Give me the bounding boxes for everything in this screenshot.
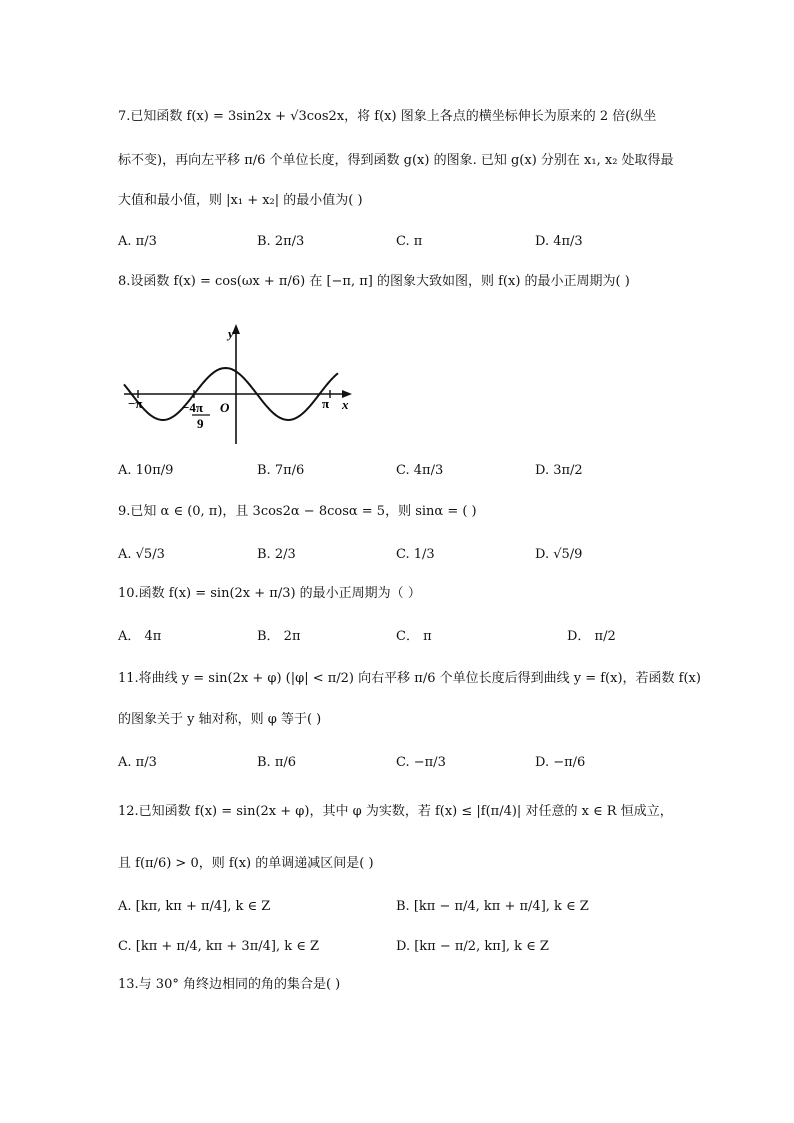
q12-line2: 且 f(π/6) > 0，则 f(x) 的单调递减区间是( ) bbox=[118, 856, 374, 871]
q8-option-d: D. 3π/2 bbox=[535, 463, 583, 478]
q10-option-b: B． 2π bbox=[257, 629, 301, 644]
q12-line1: 12.已知函数 f(x) = sin(2x + φ)，其中 φ 为实数，若 f(x) ≤ |f(π/4)| 对任意的 x ∈ R 恒成立， bbox=[118, 804, 673, 819]
q7-option-a: A. π/3 bbox=[118, 234, 157, 249]
q7-line1: 7.已知函数 f(x) = 3sin2x + √3cos2x，将 f(x) 图象上各点的横坐标伸长为原来的 2 倍(纵坐 bbox=[118, 109, 657, 124]
q11-line2: 的图象关于 y 轴对称，则 φ 等于( ) bbox=[118, 712, 322, 727]
q11-option-d: D. −π/6 bbox=[535, 755, 586, 770]
q8-option-c: C. 4π/3 bbox=[396, 463, 444, 478]
q7-option-c: C. π bbox=[396, 234, 423, 249]
q12-option-c: C. [kπ + π/4, kπ + 3π/4], k ∈ Z bbox=[118, 939, 320, 954]
y-axis-label: y bbox=[228, 326, 234, 341]
q11-option-a: A. π/3 bbox=[118, 755, 157, 770]
x-axis-label: x bbox=[342, 397, 349, 412]
q9-option-a: A. √5/3 bbox=[118, 547, 165, 562]
mark-label-numerator: −4π bbox=[182, 400, 204, 415]
pi-label: π bbox=[322, 396, 330, 411]
q8-option-b: B. 7π/6 bbox=[257, 463, 305, 478]
q9-option-b: B. 2/3 bbox=[257, 547, 296, 562]
q12-option-b: B. [kπ − π/4, kπ + π/4], k ∈ Z bbox=[396, 899, 589, 914]
origin-label: O bbox=[220, 400, 230, 415]
q10-option-a: A． 4π bbox=[118, 629, 162, 644]
q11-option-c: C. −π/3 bbox=[396, 755, 446, 770]
q12-option-a: A. [kπ, kπ + π/4], k ∈ Z bbox=[118, 899, 271, 914]
q9-option-c: C. 1/3 bbox=[396, 547, 435, 562]
neg-pi-label: −π bbox=[128, 396, 143, 411]
q7-line2: 标不变)，再向左平移 π/6 个单位长度，得到函数 g(x) 的图象. 已知 g(x) 分别在 x₁, x₂ 处取得最 bbox=[118, 153, 674, 168]
q7-option-b: B. 2π/3 bbox=[257, 234, 305, 249]
q8-line1: 8.设函数 f(x) = cos(ωx + π/6) 在 [−π, π] 的图象大致如图，则 f(x) 的最小正周期为( ) bbox=[118, 274, 630, 289]
q12-option-d: D. [kπ − π/2, kπ], k ∈ Z bbox=[396, 939, 549, 954]
q8-option-a: A. 10π/9 bbox=[118, 463, 174, 478]
q13-line1: 13.与 30° 角终边相同的角的集合是( ) bbox=[118, 977, 341, 992]
q7-option-d: D. 4π/3 bbox=[535, 234, 583, 249]
q8-cosine-graph bbox=[118, 316, 358, 456]
q10-line1: 10.函数 f(x) = sin(2x + π/3) 的最小正周期为（ ） bbox=[118, 586, 421, 601]
q10-option-c: C． π bbox=[396, 629, 432, 644]
q7-line3: 大值和最小值，则 |x₁ + x₂| 的最小值为( ) bbox=[118, 193, 363, 208]
q10-option-d: D． π/2 bbox=[567, 629, 616, 644]
q9-line1: 9.已知 α ∈ (0, π)，且 3cos2α − 8cosα = 5，则 sinα = ( ) bbox=[118, 504, 477, 519]
q11-option-b: B. π/6 bbox=[257, 755, 297, 770]
mark-label-denominator: 9 bbox=[197, 416, 204, 431]
q11-line1: 11.将曲线 y = sin(2x + φ) (|φ| < π/2) 向右平移 π/6 个单位长度后得到曲线 y = f(x)，若函数 f(x) bbox=[118, 671, 701, 686]
q9-option-d: D. √5/9 bbox=[535, 547, 583, 562]
